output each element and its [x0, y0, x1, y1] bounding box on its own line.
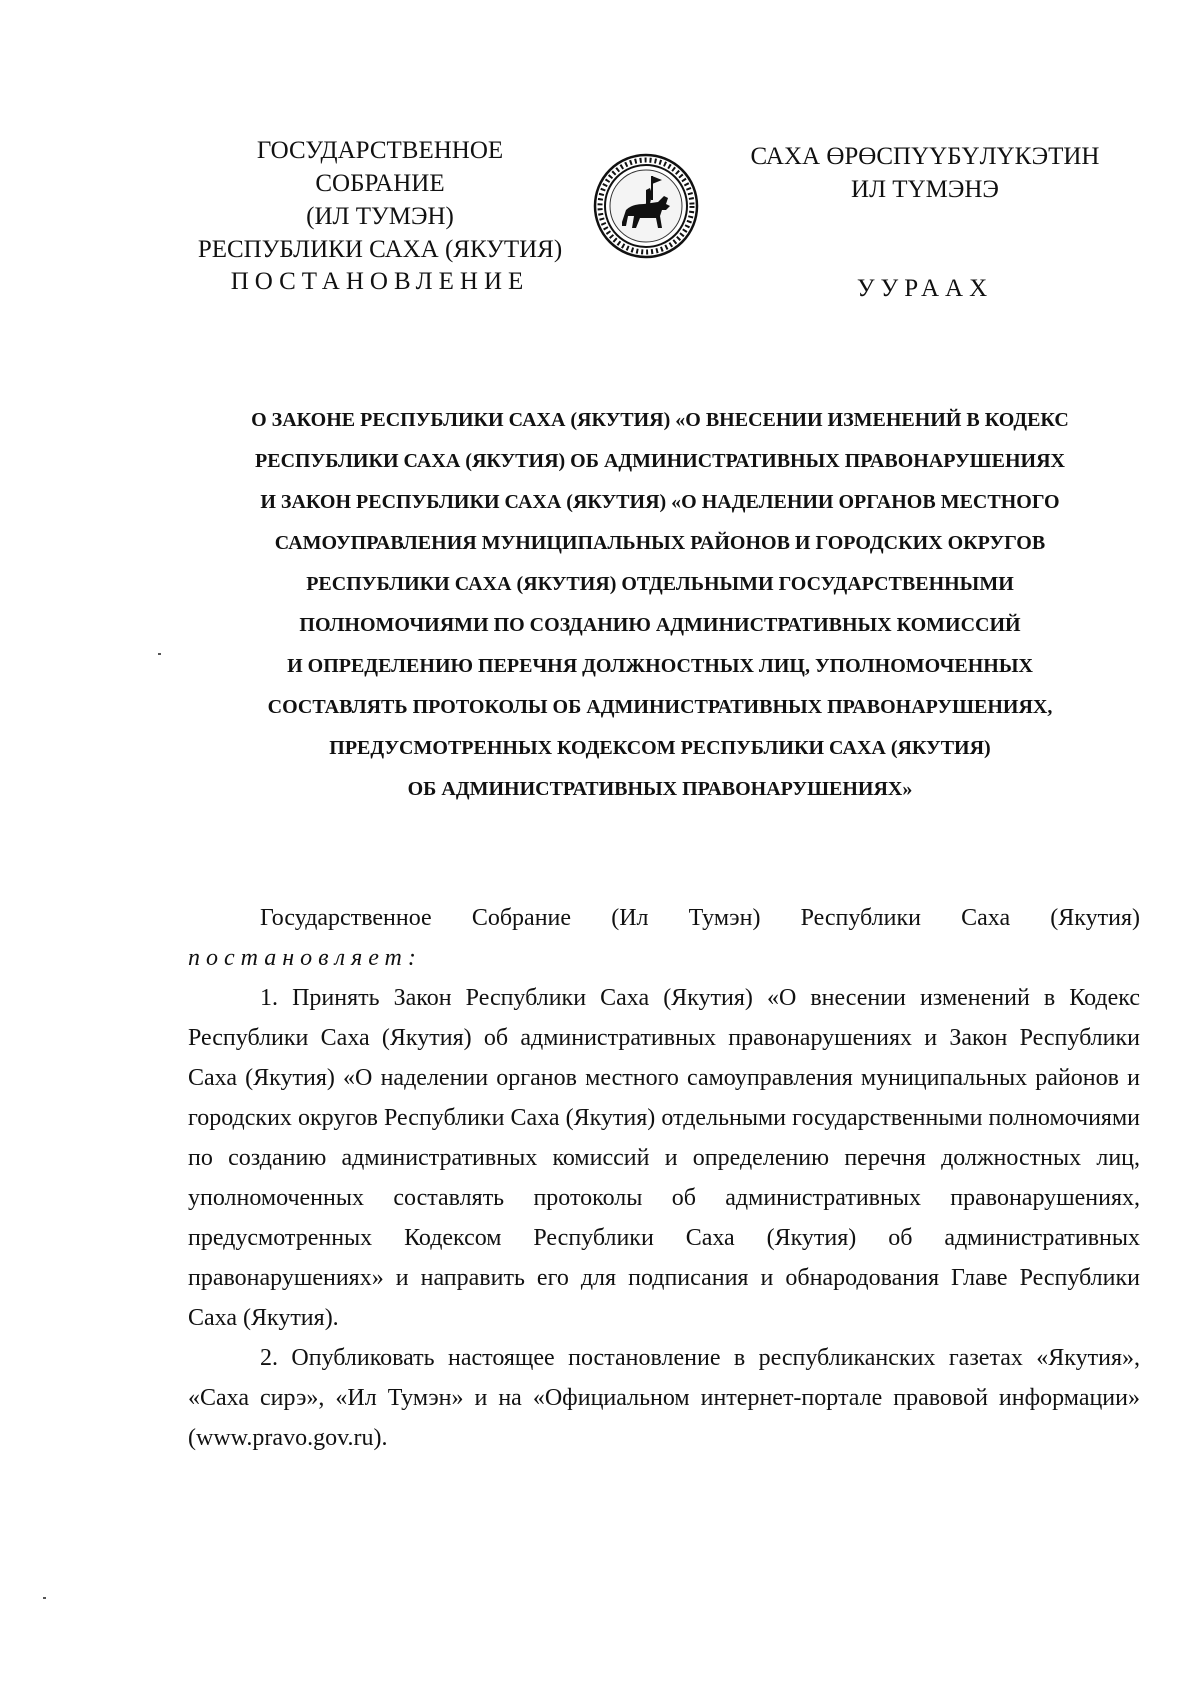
header-left-org — [190, 134, 570, 266]
resolution-item-2: 2. Опубликовать настоящее постановление в республиканских газетах «Якутия», «Саха сирэ», «Ил Тумэн» и на «Официальном интернет-портале правовой информации» (www.pravo.gov.ru). — [188, 1345, 1140, 1451]
postanovlyaet-word: постановляет: — [188, 945, 422, 971]
intro-paragraph: Государственное Собрание (Ил Тумэн) Республики Саха (Якутия) — [260, 905, 1140, 931]
title-line: ОБ АДМИНИСТРАТИВНЫХ ПРАВОНАРУШЕНИЯХ» — [407, 778, 913, 800]
header-right-line-2: ИЛ ТҮМЭНЭ — [851, 176, 999, 203]
document-title — [200, 400, 1120, 810]
header-right-line-1: САХА ӨРӨСПҮҮБҮЛҮКЭТИН — [750, 143, 1100, 170]
header-left-line-1: ГОСУДАРСТВЕННОЕ СОБРАНИЕ — [256, 137, 504, 197]
title-line: О ЗАКОНЕ РЕСПУБЛИКИ САХА (ЯКУТИЯ) «О ВНЕСЕНИИ ИЗМЕНЕНИЙ В КОДЕКС — [251, 409, 1069, 431]
title-line: РЕСПУБЛИКИ САХА (ЯКУТИЯ) ОТДЕЛЬНЫМИ ГОСУДАРСТВЕННЫМИ — [306, 573, 1014, 595]
header-right-org — [745, 140, 1105, 206]
scan-speck — [43, 1597, 46, 1599]
title-line: И ОПРЕДЕЛЕНИЮ ПЕРЕЧНЯ ДОЛЖНОСТНЫХ ЛИЦ, УПОЛНОМОЧЕННЫХ — [287, 655, 1033, 677]
header-left-line-3: РЕСПУБЛИКИ САХА (ЯКУТИЯ) — [197, 236, 563, 263]
coat-of-arms-sakha-icon — [592, 152, 700, 260]
title-line: САМОУПРАВЛЕНИЯ МУНИЦИПАЛЬНЫХ РАЙОНОВ И ГОРОДСКИХ ОКРУГОВ — [274, 532, 1046, 554]
title-line: И ЗАКОН РЕСПУБЛИКИ САХА (ЯКУТИЯ) «О НАДЕЛЕНИИ ОРГАНОВ МЕСТНОГО — [260, 491, 1060, 513]
resolution-item-1: 1. Принять Закон Республики Саха (Якутия) «О внесении изменений в Кодекс Республики Саха (Якутия) об административных правонарушениях и Закон Республики Саха (Якутия) «О наделении органов местного самоуправления муниципальных районов и городских округов Республики Саха (Якутия) отдельными государственными полномочиями по созданию административных комиссий и определению перечня должностных лиц, уполномоченных составлять протоколы об административных правонарушениях, предусмотренных Кодексом Республики Саха (Якутия) об административных правонарушениях» и направить его для подписания и обнародования Главе Республики Саха (Якутия). — [188, 985, 1140, 1331]
title-line: ПОЛНОМОЧИЯМИ ПО СОЗДАНИЮ АДМИНИСТРАТИВНЫХ КОМИССИЙ — [299, 614, 1021, 636]
doc-type-sah: УУРААХ — [856, 275, 994, 302]
title-line: РЕСПУБЛИКИ САХА (ЯКУТИЯ) ОБ АДМИНИСТРАТИВНЫХ ПРАВОНАРУШЕНИЯХ — [255, 450, 1065, 472]
document-body — [188, 898, 1140, 1458]
title-line: ПРЕДУСМОТРЕННЫХ КОДЕКСОМ РЕСПУБЛИКИ САХА (ЯКУТИЯ) — [329, 737, 991, 759]
header-left-line-2: (ИЛ ТУМЭН) — [306, 203, 454, 230]
doc-type-ru: ПОСТАНОВЛЕНИЕ — [230, 268, 530, 295]
scan-speck — [158, 653, 161, 655]
title-line: СОСТАВЛЯТЬ ПРОТОКОЛЫ ОБ АДМИНИСТРАТИВНЫХ ПРАВОНАРУШЕНИЯХ, — [267, 696, 1053, 718]
